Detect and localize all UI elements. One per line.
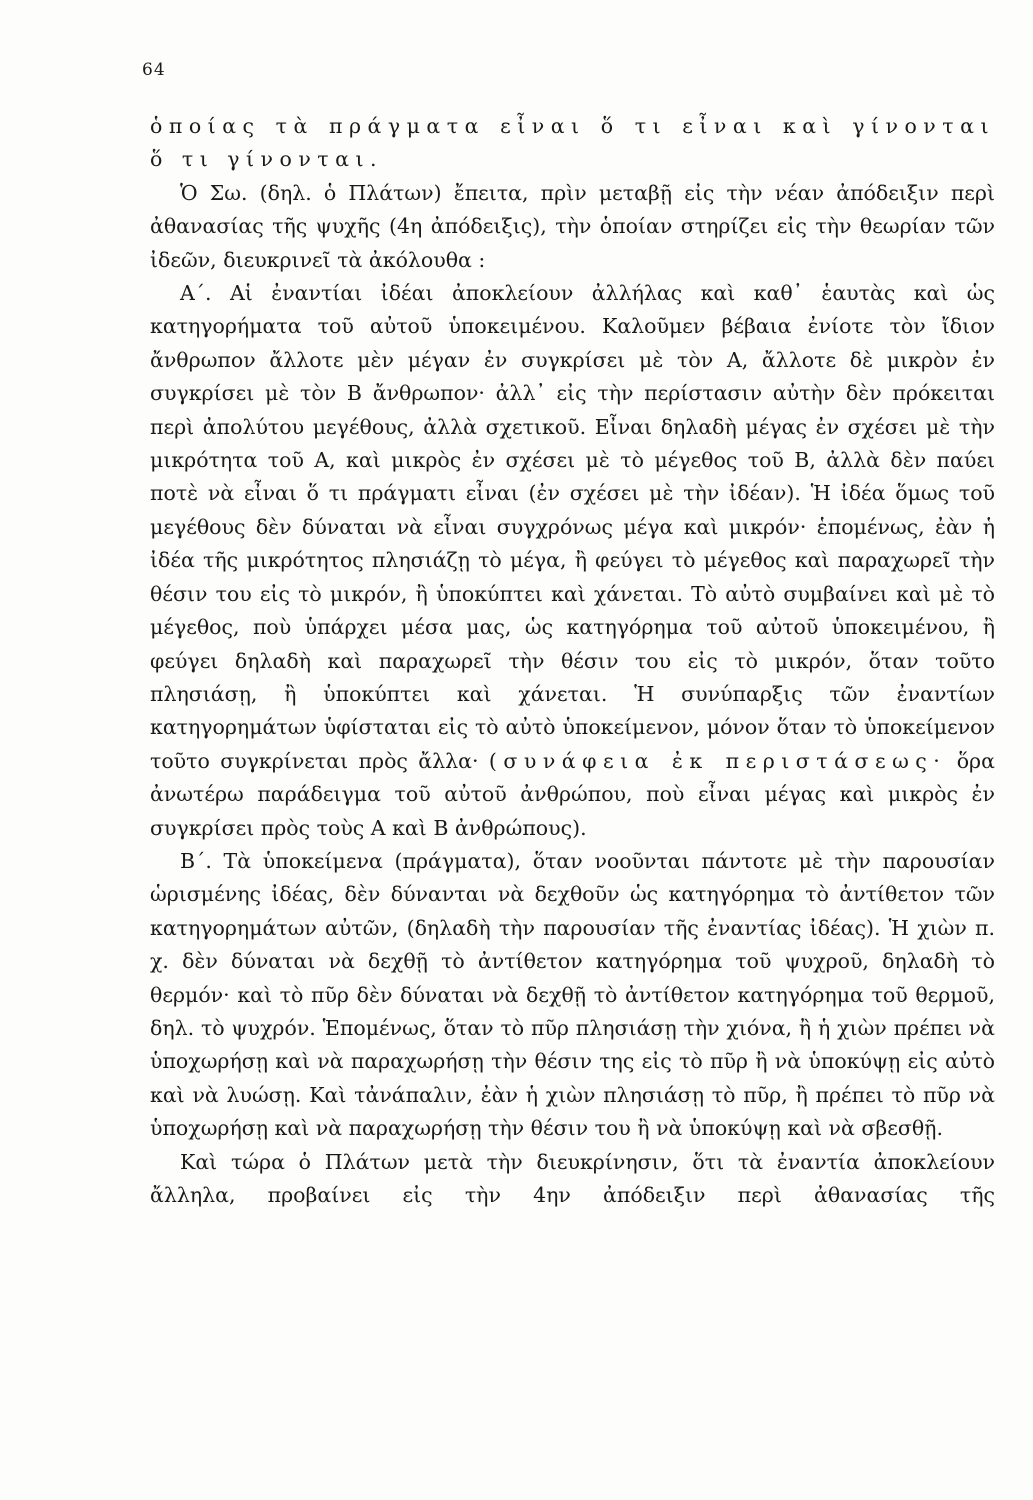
paragraph-intro: Ὁ Σω. (δηλ. ὁ Πλάτων) ἔπειτα, πρὶν μεταβῇ εἰς τὴν νέαν ἀπόδειξιν περὶ ἀθανασίας τῆς ψυχῆς (4η ἀπόδειξις), τὴν ὁποίαν στηρίζει εἰς τὴν θεωρίαν τῶν ἰδεῶν, διευκρινεῖ τὰ ἀκόλουθα : [150, 180, 995, 272]
page-number: 64 [142, 60, 166, 80]
paragraph-closing: Καὶ τώρα ὁ Πλάτων μετὰ τὴν διευκρίνησιν, ὅτι τὰ ἐναντία ἀποκλείουν ἄλληλα, προβαίνει εἰς τὴν 4ην ἀπόδειξιν περὶ ἀθανασίας τῆς [150, 1149, 995, 1207]
body-text [150, 110, 995, 1212]
paragraph-alpha [150, 277, 995, 845]
paragraph-alpha-text: Α΄. Αἱ ἐναντίαι ἰδέαι ἀποκλείουν ἀλλήλας καὶ καθ᾽ ἑαυτὰς καὶ ὡς κατηγορήματα τοῦ αὐτοῦ ὑποκειμένου. Καλοῦμεν βέβαια ἐνίοτε τὸν ἴδιον ἄνθρωπον ἄλλοτε μὲν μέγαν ἐν συγκρίσει μὲ τὸν Α, ἄλλοτε δὲ μικρὸν ἐν συγκρίσει μὲ τὸν Β ἄνθρωπον· ἀλλ᾽ εἰς τὴν περίστασιν αὐτὴν δὲν πρόκειται περὶ ἀπολύτου μεγέθους, ἀλλὰ σχετικοῦ. Εἶναι δηλαδὴ μέγας ἐν σχέσει μὲ τὴν μικρότητα τοῦ Α, καὶ μικρὸς ἐν σχέσει μὲ τὸ μέγεθος τοῦ Β, ἀλλὰ δὲν παύει ποτὲ νὰ εἶναι ὅ τι πράγματι εἶναι (ἐν σχέσει μὲ τὴν ἰδέαν). Ἡ ἰδέα ὅμως τοῦ μεγέθους δὲν δύναται νὰ εἶναι συγχρόνως μέγα καὶ μικρόν· ἑπομένως, ἐὰν ἡ ἰδέα τῆς μικρότητος πλησιάζῃ τὸ μέγα, ἢ φεύγει τὸ μέγεθος καὶ παραχωρεῖ τὴν θέσιν του εἰς τὸ μικρόν, ἢ ὑποκύπτει καὶ χάνεται. Τὸ αὐτὸ συμβαίνει καὶ μὲ τὸ μέγεθος, ποὺ ὑπάρχει μέσα μας, ὡς κατηγόρημα τοῦ αὐτοῦ ὑποκειμένου, ἢ φεύγει δηλαδὴ καὶ παραχωρεῖ τὴν θέσιν του εἰς τὸ μικρόν, ὅταν τοῦτο πλησιάσῃ, ἢ ὑποκύπτει καὶ χάνεται. Ἡ συνύπαρξις τῶν ἐναντίων κατηγορημάτων ὑφίσταται εἰς τὸ αὐτὸ ὑποκείμενον, μόνον ὅταν τὸ ὑποκείμενον τοῦτο συγκρίνεται πρὸς ἄλλα· [150, 281, 995, 773]
paragraph-alpha-tail: ὅρα ἀνωτέρω παράδειγμα τοῦ αὐτοῦ ἀνθρώπου, ποὺ εἶναι μέγας καὶ μικρὸς ἐν συγκρίσει πρὸς τοὺς Α καὶ Β ἀνθρώπους). [150, 748, 995, 840]
paragraph-continuation: ὁποίας τὰ πράγματα εἶναι ὅ τι εἶναι καὶ γίνονται ὅ τι γίνονται. [150, 114, 995, 172]
spaced-phrase: (συνάφεια ἐκ περιστάσεως· [488, 748, 947, 773]
paragraph-beta: Β΄. Τὰ ὑποκείμενα (πράγματα), ὅταν νοοῦνται πάντοτε μὲ τὴν παρουσίαν ὡρισμένης ἰδέας, δὲν δύνανται νὰ δεχθοῦν ὡς κατηγόρημα τὸ ἀντίθετον τῶν κατηγορημάτων αὐτῶν, (δηλαδὴ τὴν παρουσίαν τῆς ἐναντίας ἰδέας). Ἡ χιὼν π. χ. δὲν δύναται νὰ δεχθῇ τὸ ἀντίθετον κατηγόρημα τοῦ ψυχροῦ, δηλαδὴ τὸ θερμόν· καὶ τὸ πῦρ δὲν δύναται νὰ δεχθῇ τὸ ἀντίθετον κατηγόρημα τοῦ θερμοῦ, δηλ. τὸ ψυχρόν. Ἑπομένως, ὅταν τὸ πῦρ πλησιάσῃ τὴν χιόνα, ἢ ἡ χιὼν πρέπει νὰ ὑποχωρήσῃ καὶ νὰ παραχωρήσῃ τὴν θέσιν της εἰς τὸ πῦρ ἢ νὰ ὑποκύψῃ εἰς αὐτὸ καὶ νὰ λυώσῃ. Καὶ τἀνάπαλιν, ἐὰν ἡ χιὼν πλησιάσῃ τὸ πῦρ, ἢ πρέπει τὸ πῦρ νὰ ὑποχωρήσῃ καὶ νὰ παραχωρήσῃ τὴν θέσιν του ἢ νὰ ὑποκύψῃ καὶ νὰ σβεσθῇ. [150, 848, 995, 1141]
